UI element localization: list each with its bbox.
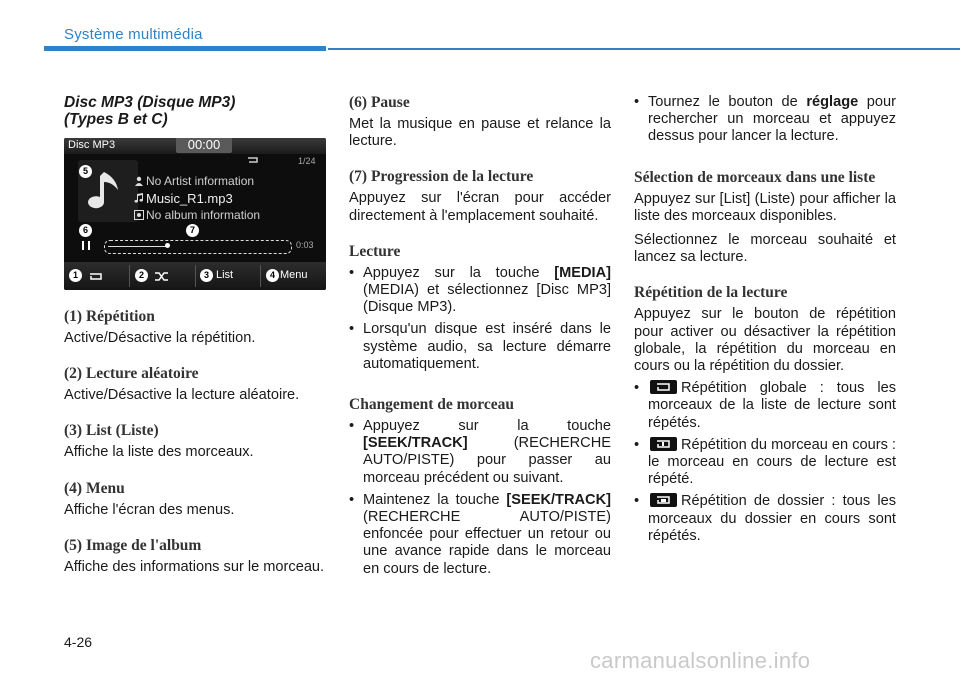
marker-6: 6 [79,224,92,237]
section-heading: (2) Lecture aléatoire [64,365,199,383]
section-menu [64,480,326,519]
section-text: Active/Désactive la lecture aléatoire. [64,387,300,404]
header-rule-thin [328,48,960,50]
section-shuffle [64,365,326,404]
watermark: carmanualsonline.info [590,648,811,673]
column-left [64,94,326,576]
artist-icon [134,176,144,186]
section-text: Appuyez sur l'écran pour accéder directement à l'emplacement souhaité. [349,190,611,224]
album-info: No album information [146,208,261,222]
screen-mode-label: Disc MP3 [68,139,116,151]
progress-bar[interactable] [104,240,292,254]
repeat-icon [246,155,260,165]
shuffle-button-icon[interactable] [154,271,170,282]
page-number: 4-26 [64,634,93,650]
section-text: Met la musique en pause et relance la lecture. [349,116,611,150]
button-divider [195,265,196,287]
repeat-button-icon[interactable] [88,271,104,282]
marker-5: 5 [79,165,92,178]
repeat-folder-icon [650,493,677,507]
list-item: • Répétition de dossier : tous les morceaux du dossier en cours sont répétés. [634,493,896,544]
section-heading: (7) Progression de la lecture [349,168,534,186]
list-item: • Tournez le bouton de réglage pour rechercher un morceau et appuyez dessus pour lancer la lecture. [634,94,897,145]
section-heading: (3) List (Liste) [64,422,159,440]
section-heading: (4) Menu [64,479,125,497]
pause-icon[interactable] [82,241,90,250]
section-repetition [64,308,326,347]
button-divider [260,265,261,287]
section-heading: (5) Image de l'album [64,536,202,554]
list-item: • Appuyez sur la touche [MEDIA] (MEDIA) et sélectionnez [Disc MP3] (Disque MP3). [349,264,611,316]
progress-fill [108,246,167,247]
marker-7: 7 [186,224,199,237]
title-line-1: Disc MP3 (Disque MP3) [64,94,236,111]
menu-button[interactable]: Menu [280,269,308,281]
marker-4: 4 [266,269,279,282]
section-album-image [64,537,326,576]
track-count: 1/24 [298,156,316,166]
disc-mp3-title [64,94,326,128]
song-name: Music_R1.mp3 [146,191,233,206]
section-heading: Changement de morceau [349,396,515,414]
section-text: Active/Désactive la répétition. [64,330,256,346]
section-heading: (1) Répétition [64,308,155,325]
section-heading: Lecture [349,242,401,260]
section-list [64,422,326,461]
repeat-all-icon [650,380,677,394]
section-text: Affiche des informations sur le morceau. [64,558,325,575]
repeat-one-icon [650,437,677,451]
disc-mp3-screen [64,138,326,290]
elapsed-time: 0:03 [296,240,314,250]
list-button[interactable]: List [216,269,234,281]
marker-3: 3 [200,269,213,282]
column-right [634,94,896,550]
screen-time: 00:00 [176,138,232,153]
section-heading: Répétition de la lecture [634,284,788,302]
section-heading: (6) Pause [349,94,410,111]
section-text: Affiche l'écran des menus. [64,501,235,518]
button-divider [129,265,130,287]
progress-knob[interactable] [165,243,170,248]
marker-2: 2 [135,269,148,282]
list-item: • Lorsqu'un disque est inséré dans le système audio, sa lecture démarre automatiquement. [349,321,611,372]
list-item: • Répétition globale : tous les morceaux de la liste de lecture sont répétés. [634,380,896,431]
column-middle [349,94,611,583]
list-item: • Répétition du morceau en cours : le morceau en cours de lecture est répété. [634,436,896,488]
title-line-2: (Types B et C) [64,111,168,128]
section-text: Appuyez sur le bouton de répétition pour activer ou désactiver la répétition globale, la répétition du morceau en cours ou la répétition du dossier. [634,306,896,375]
header-rule-thick [44,46,326,51]
section-text: Appuyez sur [List] (Liste) pour afficher la liste des morceaux disponibles. [634,190,896,224]
song-icon [134,193,144,203]
album-icon [134,210,144,220]
list-item: • Appuyez sur la touche [SEEK/TRACK] (RECHERCHE AUTO/PISTE) pour passer au morceau précédent ou suivant. [349,418,611,486]
section-heading: Sélection de morceaux dans une liste [634,168,876,186]
artist-info: No Artist information [146,174,255,188]
section-text: Affiche la liste des morceaux. [64,444,254,461]
marker-1: 1 [69,269,82,282]
list-item: • Maintenez la touche [SEEK/TRACK] (RECHERCHE AUTO/PISTE) enfoncée pour effectuer un retour ou une avance rapide dans le morceau en cours de lecture. [349,491,611,577]
section-title: Système multimédia [64,26,203,43]
section-text: Sélectionnez le morceau souhaité et lancez sa lecture. [634,232,896,266]
